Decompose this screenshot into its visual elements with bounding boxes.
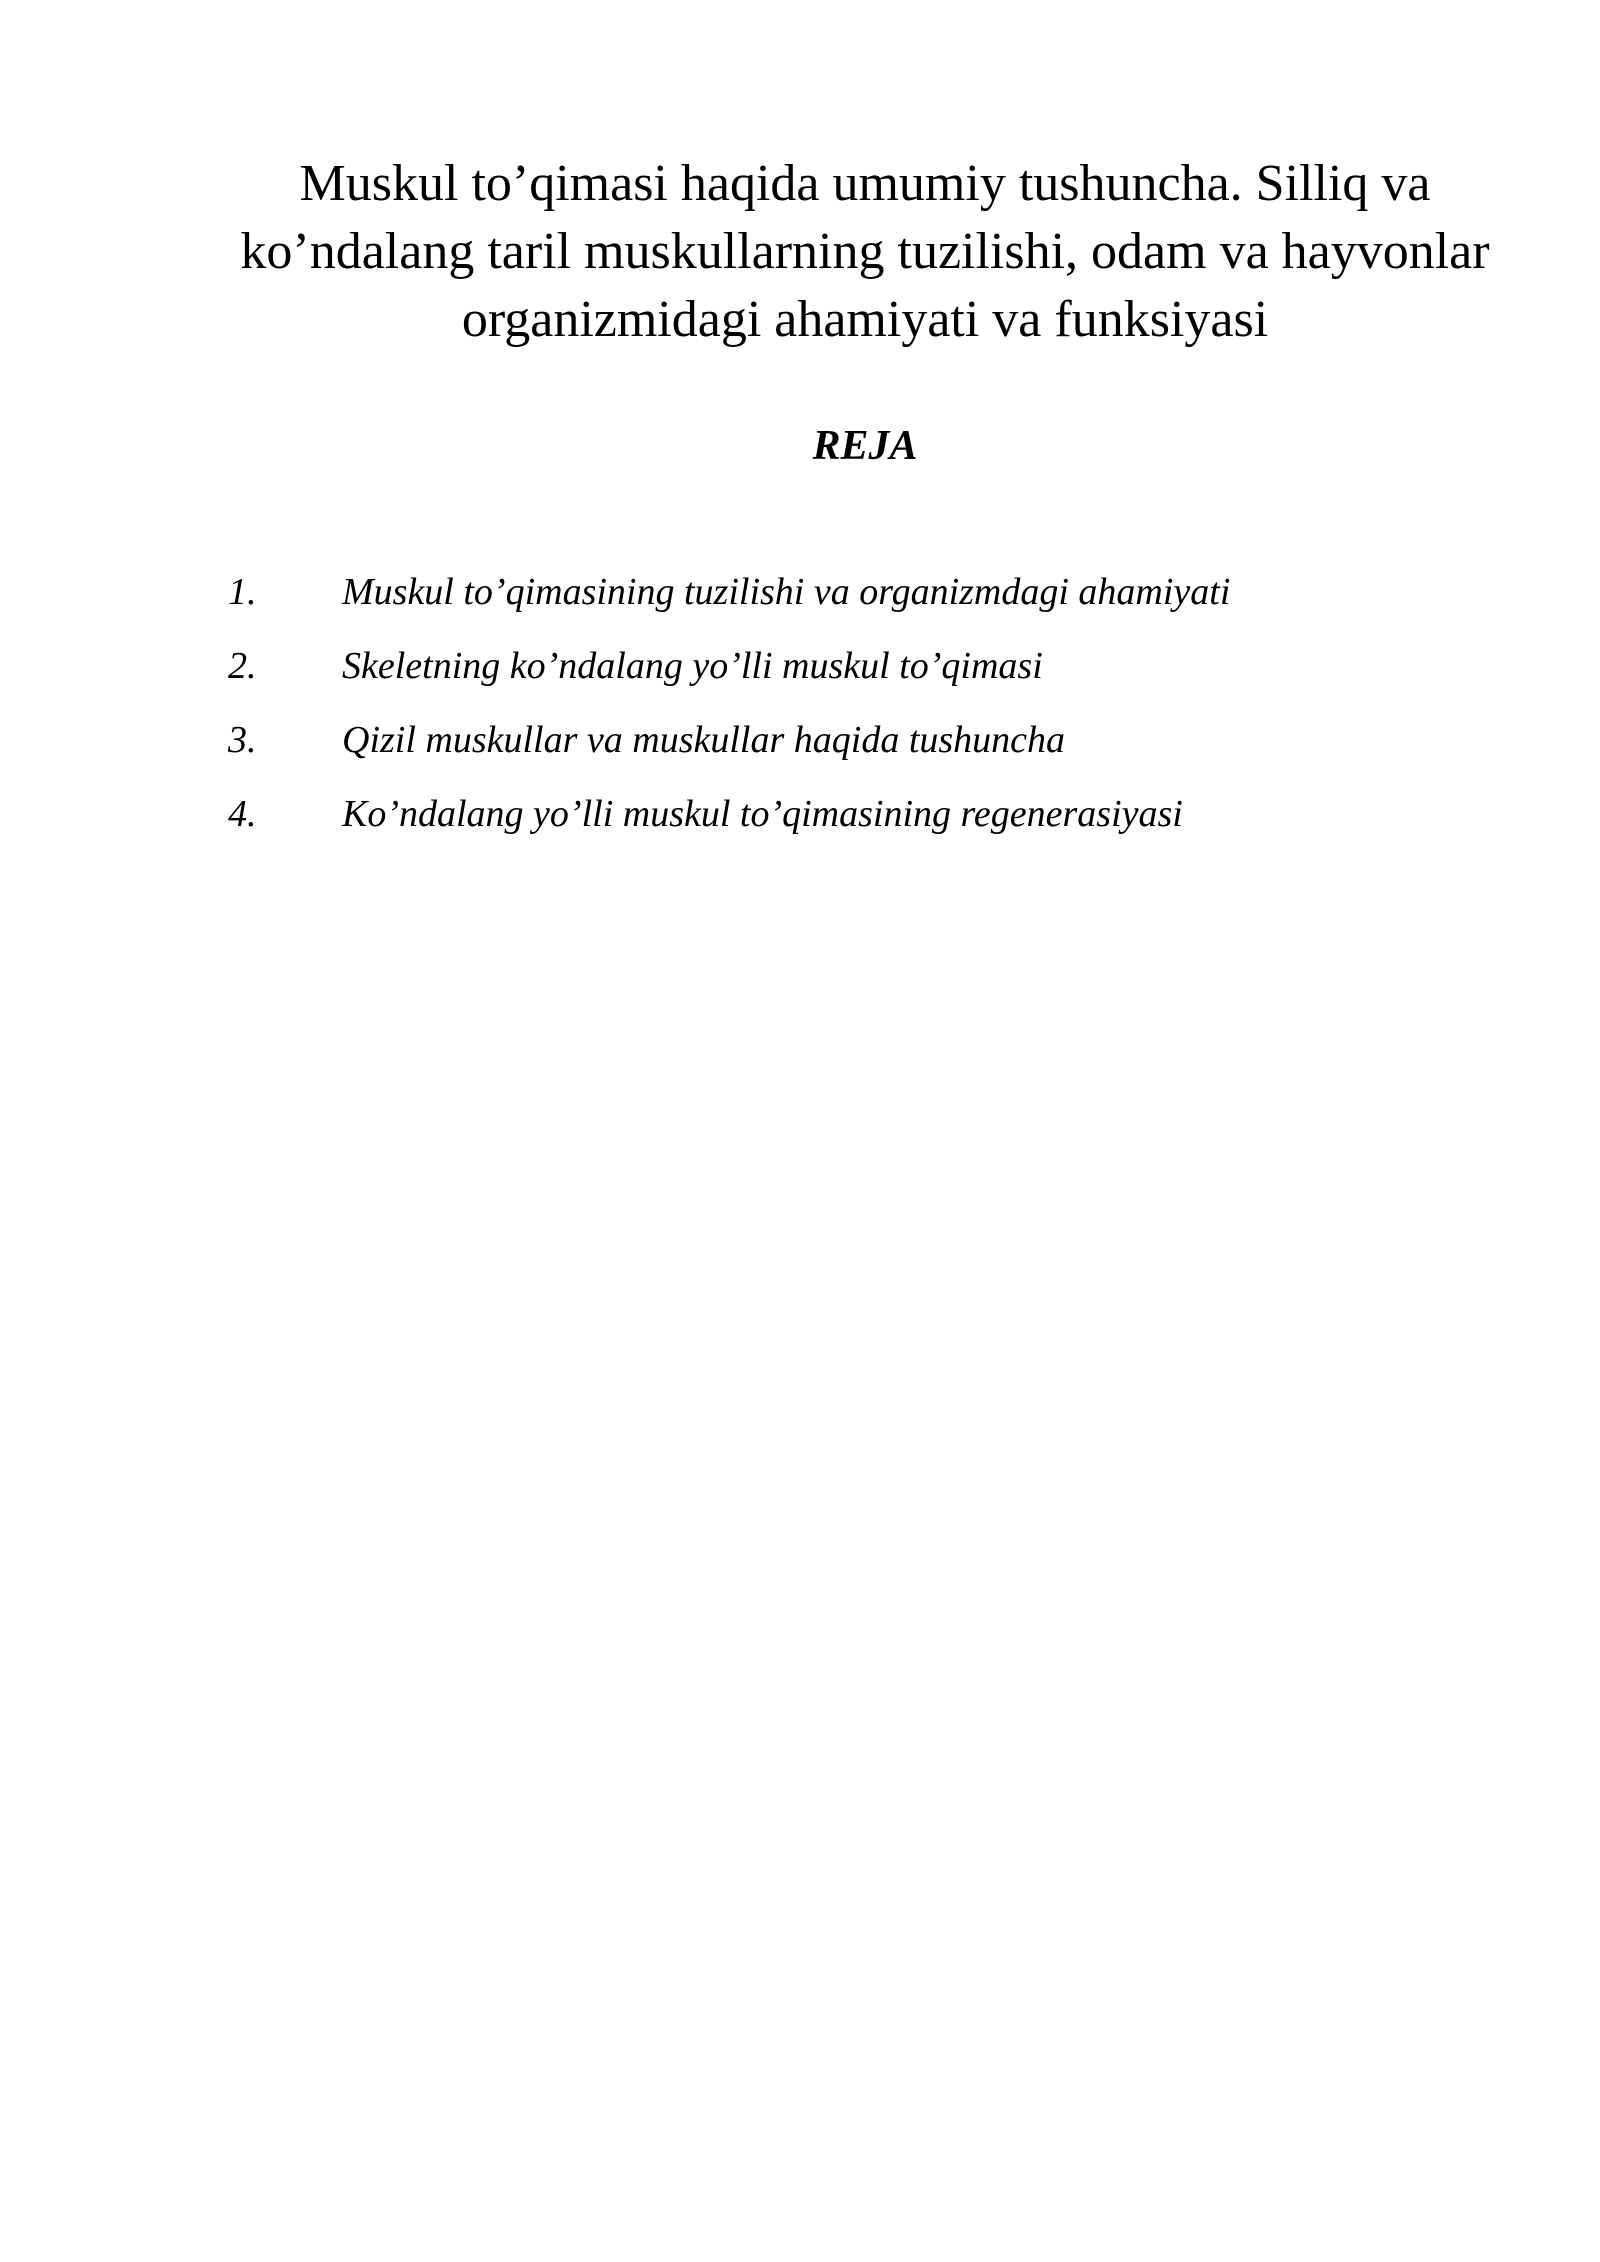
plan-item-number: 2.: [228, 645, 257, 687]
plan-list: [228, 568, 1468, 864]
plan-item-text: Ko’ndalang yo’lli muskul to’qimasining regenerasiyasi: [342, 793, 1183, 835]
plan-item: [228, 642, 1468, 716]
document-title: Muskul to’qimasi haqida umumiy tushuncha. Silliq va ko’ndalang taril muskullarning tuzilishi, odam va hayvonlar organizmidagi ahamiyati va funksiyasi: [240, 155, 1490, 348]
plan-item: [228, 568, 1468, 642]
plan-item-text: Qizil muskullar va muskullar haqida tushuncha: [342, 719, 1066, 761]
plan-item-text: Muskul to’qimasining tuzilishi va organizmdagi ahamiyati: [342, 571, 1231, 613]
plan-item-number: 4.: [228, 793, 257, 835]
plan-item: [228, 716, 1468, 790]
plan-item-number: 1.: [228, 571, 257, 613]
plan-item-text: Skeletning ko’ndalang yo’lli muskul to’qimasi: [342, 645, 1043, 687]
plan-item-number: 3.: [228, 719, 257, 761]
plan-heading: REJA: [812, 423, 918, 469]
plan-item: [228, 790, 1468, 864]
